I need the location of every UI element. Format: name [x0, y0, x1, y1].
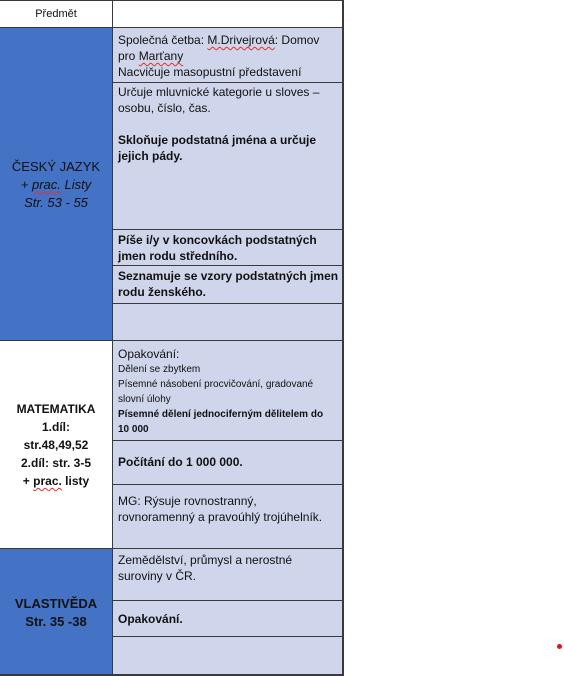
- history-subject: VLASTIVĚDA Str. 35 -38: [14, 595, 98, 629]
- header-subject-cell: [0, 0, 112, 28]
- history-row-agriculture: Zemědělství, průmysl a nerostné suroviny v ČR.: [118, 553, 293, 583]
- header-subject-label: Předmět: [35, 8, 77, 20]
- grid-line: [112, 440, 343, 441]
- grid-line: [112, 265, 343, 266]
- math-row-counting: Počítání do 1 000 000.: [118, 455, 243, 469]
- grid-line: [112, 0, 113, 676]
- czech-row-reading: Společná četba: M.Drivejrová: Domov pro Marťany Nacvičuje masopustní představení: [118, 33, 320, 79]
- czech-subject: [0, 28, 112, 341]
- header-content-cell: [112, 0, 342, 28]
- math-subject: MATEMATIKA 1.díl: str.48,49,52 2.díl: str. 3-5 + prac. listy: [16, 402, 96, 488]
- grid-line: [112, 600, 343, 601]
- grid-line: [112, 303, 343, 304]
- grid-line: [342, 0, 344, 676]
- red-dot-marker: [557, 644, 562, 649]
- grid-line: [112, 484, 343, 485]
- history-row-review: Opakování.: [118, 612, 183, 626]
- czech-row-spelling: Píše i/y v koncovkách podstatných jmen rodu středního.: [118, 233, 317, 263]
- czech-row-patterns: Seznamuje se vzory podstatných jmen rodu ženského.: [118, 269, 339, 299]
- math-row-review: Opakování: Dělení se zbytkem Písemné násobení procvičování, gradované slovní úlohy Písemné dělení jednociferným dělitelem do 10 000: [118, 347, 324, 435]
- grid-line: [112, 82, 343, 83]
- grid-line: [0, 0, 344, 1]
- czech-row-grammar: Určuje mluvnické kategorie u sloves – osobu, číslo, čas. Skloňuje podstatná jména a určuje jejich pády.: [118, 85, 320, 163]
- czech-subject-title: ČESKÝ JAZYK: [11, 158, 101, 174]
- grid-line: [112, 636, 343, 637]
- czech-subject-pages: Str. 53 - 55: [24, 194, 88, 210]
- czech-subject-worksheets: + prac. Listy: [20, 176, 92, 192]
- grid-line: [112, 229, 343, 230]
- math-row-geometry: MG: Rýsuje rovnostranný, rovnoramenný a pravoúhlý trojúhelník.: [118, 494, 323, 524]
